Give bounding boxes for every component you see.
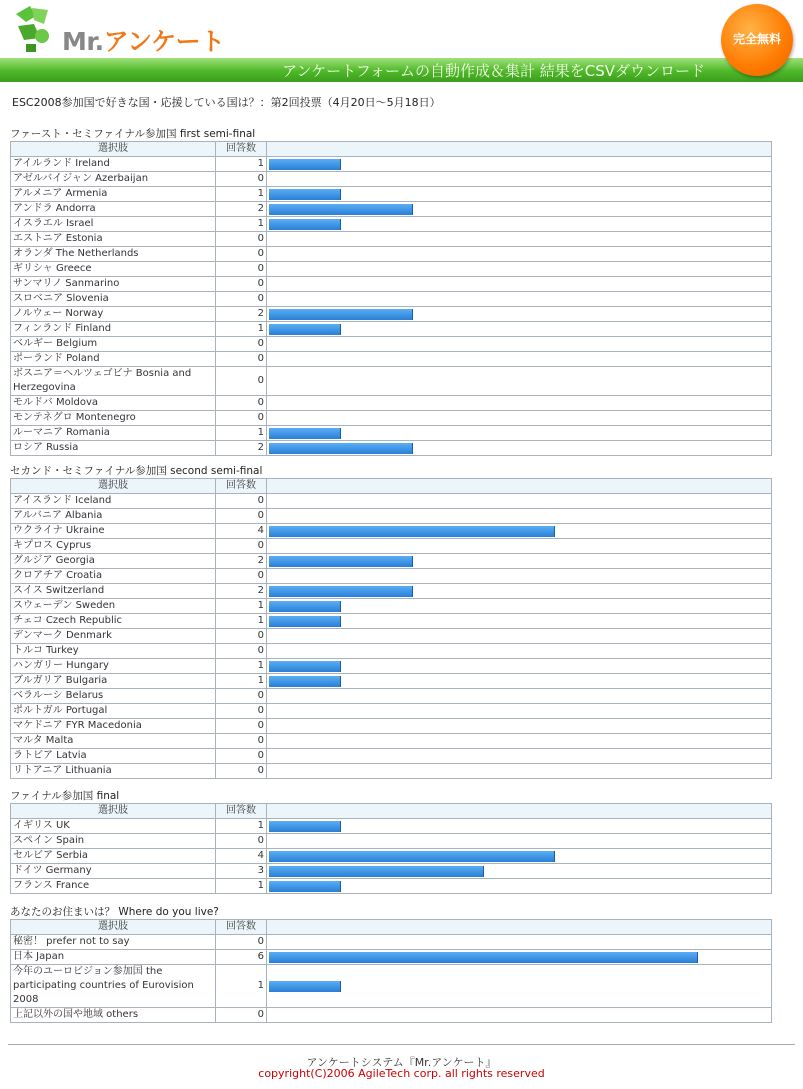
option-label: ラトビア Latvia — [11, 749, 216, 764]
result-section — [10, 465, 772, 779]
table-row — [11, 879, 772, 894]
header-option: 選択肢 — [11, 804, 216, 819]
option-count: 1 — [216, 157, 267, 172]
option-count: 1 — [216, 322, 267, 337]
option-label: モルドバ Moldova — [11, 396, 216, 411]
table-row — [11, 569, 772, 584]
table-row — [11, 674, 772, 689]
free-badge-label: 完全無料 — [732, 32, 781, 46]
option-count: 0 — [216, 232, 267, 247]
option-label: セルビア Serbia — [11, 849, 216, 864]
option-count: 0 — [216, 494, 267, 509]
option-label: ロシア Russia — [11, 441, 216, 456]
bar-cell — [267, 262, 772, 277]
footer-divider — [8, 1044, 795, 1045]
option-label: ベラルーシ Belarus — [11, 689, 216, 704]
bar-cell — [267, 426, 772, 441]
table-row — [11, 232, 772, 247]
bar-cell — [267, 864, 772, 879]
table-row — [11, 352, 772, 367]
bar-cell — [267, 322, 772, 337]
table-row — [11, 539, 772, 554]
option-label: ハンガリー Hungary — [11, 659, 216, 674]
option-label: ルーマニア Romania — [11, 426, 216, 441]
option-label: モンテネグロ Montenegro — [11, 411, 216, 426]
option-label: トルコ Turkey — [11, 644, 216, 659]
table-row — [11, 187, 772, 202]
option-count: 0 — [216, 689, 267, 704]
option-label: マケドニア FYR Macedonia — [11, 719, 216, 734]
option-label: ブルガリア Bulgaria — [11, 674, 216, 689]
option-count: 0 — [216, 749, 267, 764]
option-label: スイス Switzerland — [11, 584, 216, 599]
option-label: アゼルバイジャン Azerbaijan — [11, 172, 216, 187]
bar-cell — [267, 614, 772, 629]
site-logo[interactable] — [12, 4, 262, 54]
table-row — [11, 322, 772, 337]
option-count: 0 — [216, 644, 267, 659]
table-row — [11, 441, 772, 456]
count-bar — [269, 556, 413, 567]
option-count: 4 — [216, 524, 267, 539]
option-count: 0 — [216, 539, 267, 554]
option-label: クロアチア Croatia — [11, 569, 216, 584]
header-option: 選択肢 — [11, 479, 216, 494]
section-title: あなたのお住まいは？ Where do you live? — [10, 906, 219, 918]
option-count: 1 — [216, 187, 267, 202]
bar-cell — [267, 965, 772, 1008]
bar-cell — [267, 599, 772, 614]
option-label: ポーランド Poland — [11, 352, 216, 367]
count-bar — [269, 443, 413, 454]
section-title: ファースト・セミファイナル参加国 first semi-final — [10, 128, 256, 140]
header — [0, 0, 803, 84]
bar-cell — [267, 367, 772, 396]
count-bar — [269, 159, 341, 170]
table-header-row — [11, 142, 772, 157]
table-row — [11, 644, 772, 659]
bar-cell — [267, 352, 772, 367]
table-row — [11, 157, 772, 172]
option-count: 0 — [216, 629, 267, 644]
option-label: キプロス Cyprus — [11, 539, 216, 554]
table-row — [11, 202, 772, 217]
logo-text — [62, 22, 225, 58]
header-bar — [267, 804, 772, 819]
option-count: 1 — [216, 965, 267, 1008]
bar-cell — [267, 764, 772, 779]
header-option: 選択肢 — [11, 920, 216, 935]
option-label: サンマリノ Sanmarino — [11, 277, 216, 292]
survey-title: ESC2008参加国で好きな国・応援している国は？：第2回投票（4月20日～5月18日） — [12, 96, 441, 109]
option-count: 2 — [216, 307, 267, 322]
count-bar — [269, 821, 341, 832]
bar-cell — [267, 584, 772, 599]
table-row — [11, 367, 772, 396]
bar-cell — [267, 629, 772, 644]
option-label: アイルランド Ireland — [11, 157, 216, 172]
option-label: ノルウェー Norway — [11, 307, 216, 322]
table-row — [11, 734, 772, 749]
table-row — [11, 494, 772, 509]
option-label: フィンランド Finland — [11, 322, 216, 337]
header-bar — [267, 142, 772, 157]
option-count: 0 — [216, 704, 267, 719]
bar-cell — [267, 494, 772, 509]
option-count: 0 — [216, 509, 267, 524]
bar-cell — [267, 935, 772, 950]
count-bar — [269, 219, 341, 230]
option-count: 1 — [216, 659, 267, 674]
bar-cell — [267, 719, 772, 734]
result-section — [10, 790, 772, 894]
table-header-row — [11, 804, 772, 819]
option-label: イギリス UK — [11, 819, 216, 834]
option-count: 0 — [216, 367, 267, 396]
footer-copyright: copyright(C)2006 AgileTech corp. all rights reserved — [258, 1067, 545, 1080]
result-table — [10, 803, 772, 894]
header-count: 回答数 — [216, 479, 267, 494]
option-count: 0 — [216, 277, 267, 292]
option-label: スウェーデン Sweden — [11, 599, 216, 614]
free-badge[interactable] — [721, 4, 793, 76]
bar-cell — [267, 704, 772, 719]
result-section — [10, 906, 772, 1023]
option-count: 0 — [216, 935, 267, 950]
bar-cell — [267, 247, 772, 262]
option-count: 0 — [216, 396, 267, 411]
table-row — [11, 599, 772, 614]
bar-cell — [267, 217, 772, 232]
table-row — [11, 834, 772, 849]
table-row — [11, 172, 772, 187]
table-row — [11, 704, 772, 719]
count-bar — [269, 881, 341, 892]
table-header-row — [11, 479, 772, 494]
header-count: 回答数 — [216, 920, 267, 935]
table-row — [11, 749, 772, 764]
logo-name: アンケート — [103, 27, 225, 56]
option-label: イスラエル Israel — [11, 217, 216, 232]
bar-cell — [267, 834, 772, 849]
header-count: 回答数 — [216, 142, 267, 157]
option-count: 1 — [216, 879, 267, 894]
section-title: ファイナル参加国 final — [10, 790, 120, 802]
bar-cell — [267, 659, 772, 674]
option-label: チェコ Czech Republic — [11, 614, 216, 629]
count-bar — [269, 309, 413, 320]
header-bar — [267, 479, 772, 494]
table-row — [11, 849, 772, 864]
bar-cell — [267, 1008, 772, 1023]
count-bar — [269, 676, 341, 687]
bar-cell — [267, 337, 772, 352]
option-label: ポルトガル Portugal — [11, 704, 216, 719]
count-bar — [269, 204, 413, 215]
logo-mr: Mr. — [62, 27, 104, 56]
bar-cell — [267, 644, 772, 659]
option-count: 0 — [216, 292, 267, 307]
option-label: アイスランド Iceland — [11, 494, 216, 509]
count-bar — [269, 952, 698, 963]
footer-system-name: アンケートシステム『Mr.アンケート』 — [306, 1056, 497, 1069]
tagline: アンケートフォームの自動作成＆集計 結果をCSVダウンロード — [282, 62, 705, 80]
option-label: スペイン Spain — [11, 834, 216, 849]
option-count: 2 — [216, 584, 267, 599]
count-bar — [269, 428, 341, 439]
count-bar — [269, 851, 555, 862]
bar-cell — [267, 689, 772, 704]
count-bar — [269, 526, 555, 537]
table-row — [11, 764, 772, 779]
option-label: 日本 Japan — [11, 950, 216, 965]
bar-cell — [267, 307, 772, 322]
bar-cell — [267, 539, 772, 554]
bar-cell — [267, 524, 772, 539]
count-bar — [269, 616, 341, 627]
table-row — [11, 554, 772, 569]
table-row — [11, 584, 772, 599]
result-table — [10, 141, 772, 456]
option-count: 0 — [216, 1008, 267, 1023]
option-label: ウクライナ Ukraine — [11, 524, 216, 539]
option-count: 3 — [216, 864, 267, 879]
option-count: 0 — [216, 172, 267, 187]
count-bar — [269, 661, 341, 672]
bar-cell — [267, 819, 772, 834]
table-row — [11, 411, 772, 426]
bar-cell — [267, 950, 772, 965]
option-count: 1 — [216, 217, 267, 232]
table-row — [11, 217, 772, 232]
bar-cell — [267, 232, 772, 247]
option-count: 0 — [216, 411, 267, 426]
table-row — [11, 935, 772, 950]
option-label: ギリシャ Greece — [11, 262, 216, 277]
bar-cell — [267, 292, 772, 307]
count-bar — [269, 981, 341, 992]
option-count: 1 — [216, 674, 267, 689]
option-count: 0 — [216, 569, 267, 584]
header-count: 回答数 — [216, 804, 267, 819]
option-count: 0 — [216, 834, 267, 849]
table-row — [11, 307, 772, 322]
count-bar — [269, 586, 413, 597]
option-count: 0 — [216, 262, 267, 277]
result-table — [10, 919, 772, 1023]
table-row — [11, 614, 772, 629]
bar-cell — [267, 734, 772, 749]
bar-cell — [267, 187, 772, 202]
bar-cell — [267, 441, 772, 456]
option-count: 1 — [216, 426, 267, 441]
option-label: アンドラ Andorra — [11, 202, 216, 217]
bar-cell — [267, 569, 772, 584]
table-row — [11, 629, 772, 644]
option-count: 1 — [216, 819, 267, 834]
table-row — [11, 509, 772, 524]
table-row — [11, 262, 772, 277]
bar-cell — [267, 509, 772, 524]
option-count: 0 — [216, 337, 267, 352]
table-row — [11, 864, 772, 879]
table-row — [11, 277, 772, 292]
option-count: 2 — [216, 441, 267, 456]
option-count: 1 — [216, 599, 267, 614]
option-count: 0 — [216, 734, 267, 749]
option-label: オランダ The Netherlands — [11, 247, 216, 262]
table-row — [11, 1008, 772, 1023]
table-row — [11, 337, 772, 352]
table-header-row — [11, 920, 772, 935]
result-section — [10, 128, 772, 456]
option-label: マルタ Malta — [11, 734, 216, 749]
option-count: 0 — [216, 247, 267, 262]
bar-cell — [267, 396, 772, 411]
table-row — [11, 965, 772, 1008]
logo-mascot-icon — [12, 4, 58, 54]
option-label: アルメニア Armenia — [11, 187, 216, 202]
option-label: エストニア Estonia — [11, 232, 216, 247]
table-row — [11, 396, 772, 411]
table-row — [11, 950, 772, 965]
bar-cell — [267, 849, 772, 864]
option-count: 0 — [216, 764, 267, 779]
bar-cell — [267, 879, 772, 894]
header-option: 選択肢 — [11, 142, 216, 157]
table-row — [11, 292, 772, 307]
option-label: グルジア Georgia — [11, 554, 216, 569]
option-count: 4 — [216, 849, 267, 864]
option-count: 0 — [216, 352, 267, 367]
header-bar — [267, 920, 772, 935]
result-table — [10, 478, 772, 779]
bar-cell — [267, 674, 772, 689]
option-count: 2 — [216, 554, 267, 569]
option-label: リトアニア Lithuania — [11, 764, 216, 779]
option-count: 1 — [216, 614, 267, 629]
bar-cell — [267, 554, 772, 569]
option-count: 2 — [216, 202, 267, 217]
option-label: ベルギー Belgium — [11, 337, 216, 352]
count-bar — [269, 601, 341, 612]
option-label: デンマーク Denmark — [11, 629, 216, 644]
table-row — [11, 689, 772, 704]
bar-cell — [267, 157, 772, 172]
count-bar — [269, 324, 341, 335]
table-row — [11, 524, 772, 539]
option-count: 0 — [216, 719, 267, 734]
option-count: 6 — [216, 950, 267, 965]
table-row — [11, 659, 772, 674]
option-label: ドイツ Germany — [11, 864, 216, 879]
option-label: ボスニア＝ヘルツェゴビナ Bosnia and Herzegovina — [11, 367, 216, 396]
option-label: アルバニア Albania — [11, 509, 216, 524]
option-label: 今年のユーロビジョン参加国 the participating countries of Eurovision 2008 — [11, 965, 216, 1008]
count-bar — [269, 189, 341, 200]
bar-cell — [267, 277, 772, 292]
section-title: セカンド・セミファイナル参加国 second semi-final — [10, 465, 263, 477]
table-row — [11, 426, 772, 441]
bar-cell — [267, 411, 772, 426]
table-row — [11, 819, 772, 834]
option-label: 秘密！ prefer not to say — [11, 935, 216, 950]
table-row — [11, 247, 772, 262]
bar-cell — [267, 172, 772, 187]
table-row — [11, 719, 772, 734]
bar-cell — [267, 202, 772, 217]
count-bar — [269, 866, 484, 877]
bar-cell — [267, 749, 772, 764]
option-label: 上記以外の国や地域 others — [11, 1008, 216, 1023]
option-label: スロベニア Slovenia — [11, 292, 216, 307]
option-label: フランス France — [11, 879, 216, 894]
